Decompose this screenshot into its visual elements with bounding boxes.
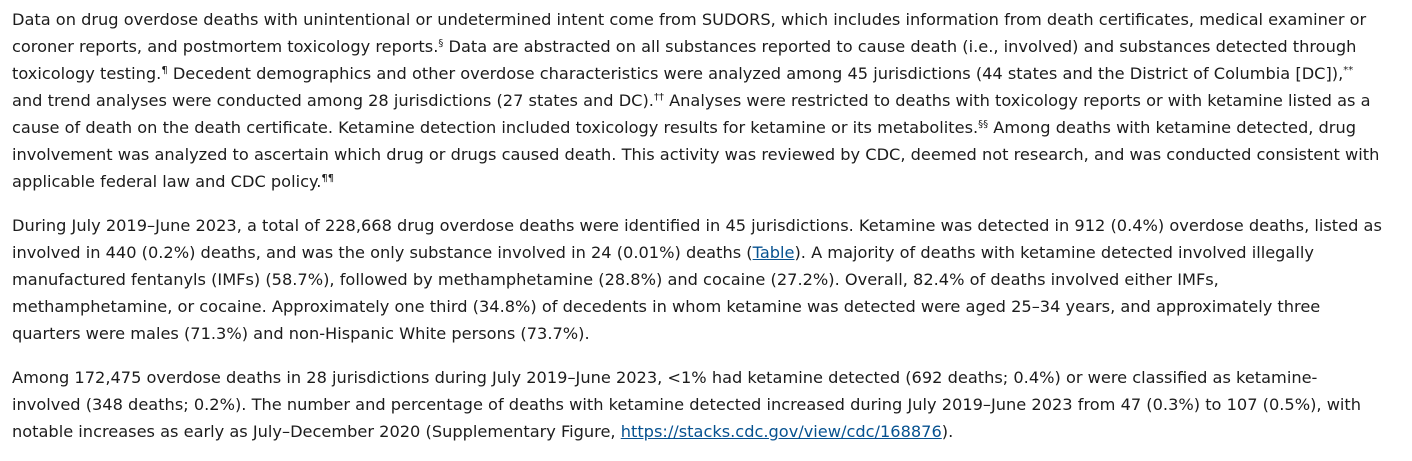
text-run: Analyses were restricted to deaths with toxicology reports or with ketamine listed as a cause of death on the death certificate. Ketamine detection included toxicology results for ketamine or its metabolites. [12, 91, 1371, 137]
text-run: ). [941, 422, 954, 441]
text-run: Among deaths with ketamine detected, drug involvement was analyzed to ascertain which drug or drugs caused death. This activity was reviewed by CDC, deemed not research, and was conducted consistent with applicable federal law and CDC policy. [12, 118, 1380, 191]
text-run: ). A majority of deaths with ketamine detected involved illegally manufactured fentanyls (IMFs) (58.7%), followed by methamphetamine (28.8%) and cocaine (27.2%). Overall, 82.4% of deaths involved either IMFs, methamphetamine, or cocaine. Approximately one third (34.8%) of decedents in whom ketamine was detected were aged 25–34 years, and approximately three quarters were males (71.3%) and non-Hispanic White persons (73.7%). [12, 243, 1321, 343]
results-paragraph [12, 212, 1382, 347]
footnote-marker[interactable]: ** [1343, 65, 1354, 76]
footnote-marker[interactable]: ¶¶ [321, 173, 335, 184]
text-run: Among 172,475 overdose deaths in 28 jurisdictions during July 2019–June 2023, <1% had ketamine detected (692 deaths; 0.4%) or were classified as ketamine-involved (348 deaths; 0.2%). The number and percentage of deaths with ketamine detected increased during July 2019–June 2023 from 47 (0.3%) to 107 (0.5%), with notable increases as early as July–December 2020 (Supplementary Figure, [12, 368, 1362, 441]
footnote-marker[interactable]: †† [653, 92, 664, 103]
trends-paragraph [12, 364, 1382, 445]
text-run: During July 2019–June 2023, a total of 228,668 drug overdose deaths were identified in 45 jurisdictions. Ketamine was detected in 912 (0.4%) overdose deaths, listed as involved in 440 (0.2%) deaths, and was the only substance involved in 24 (0.01%) deaths ( [12, 216, 1382, 262]
table-link[interactable]: Table [752, 243, 795, 262]
footnote-marker[interactable]: ¶ [161, 65, 168, 76]
text-run: Data are abstracted on all substances reported to cause death (i.e., involved) and substances detected through toxicology testing. [12, 37, 1357, 83]
text-run: and trend analyses were conducted among 28 jurisdictions (27 states and DC). [12, 91, 654, 110]
text-run: Decedent demographics and other overdose characteristics were analyzed among 45 jurisdictions (44 states and the District of Columbia [DC]), [167, 64, 1344, 83]
supplementary-figure-link[interactable]: https://stacks.cdc.gov/view/cdc/168876 [620, 422, 942, 441]
footnote-marker[interactable]: §§ [978, 119, 989, 130]
footnote-marker[interactable]: § [438, 38, 444, 49]
text-run: Data on drug overdose deaths with unintentional or undetermined intent come from SUDORS, which includes information from death certificates, medical examiner or coroner reports, and postmortem toxicology reports. [12, 10, 1367, 56]
methods-paragraph [12, 6, 1382, 195]
